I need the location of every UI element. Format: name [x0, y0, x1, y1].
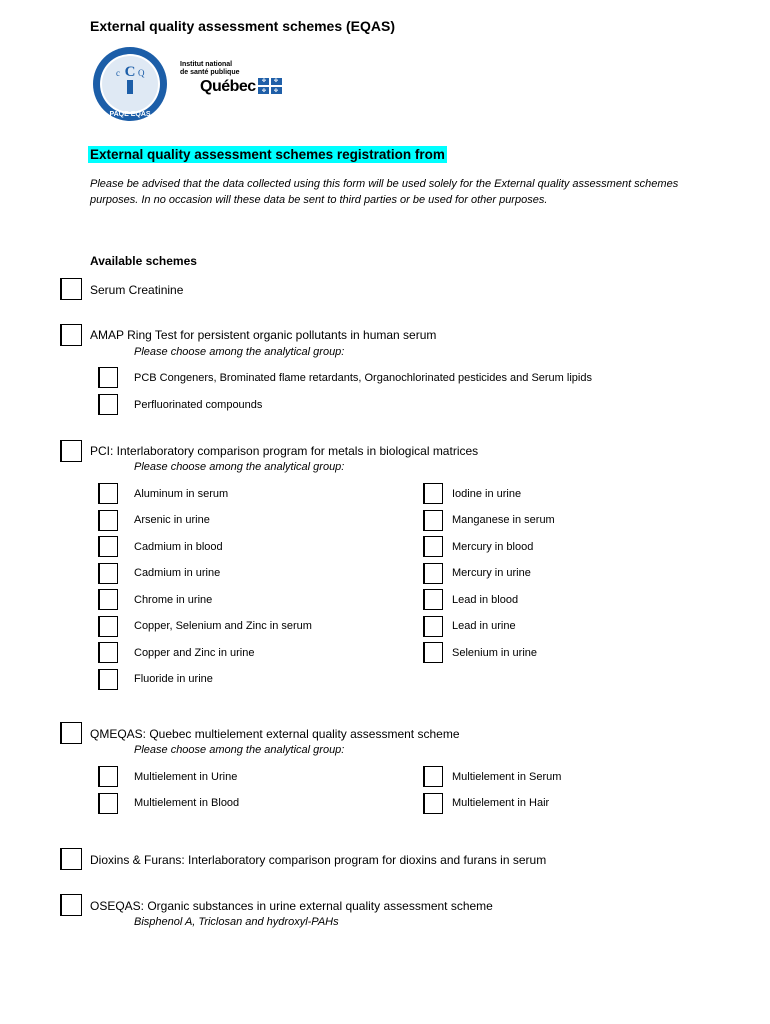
amap-option-label: PCB Congeners, Brominated flame retardants, Organochlorinated pesticides and Serum lipids	[134, 372, 592, 384]
qmeqas-option-checkbox[interactable]	[98, 793, 118, 814]
pci-option-label: Selenium in urine	[452, 647, 537, 659]
pci-option-checkbox[interactable]	[98, 563, 118, 584]
ctq-logo	[92, 46, 168, 122]
qmeqas-title: QMEQAS: Quebec multielement external quality assessment scheme	[90, 727, 460, 741]
pci-option-checkbox[interactable]	[98, 616, 118, 637]
pci-option-label: Lead in urine	[452, 620, 516, 632]
qmeqas-option-checkbox[interactable]	[98, 766, 118, 787]
qmeqas-option-label: Multielement in Urine	[134, 771, 238, 783]
serum-creatinine-label: Serum Creatinine	[90, 283, 184, 297]
pci-option-label: Copper, Selenium and Zinc in serum	[134, 620, 312, 632]
qmeqas-checkbox[interactable]	[60, 722, 82, 744]
pci-option-checkbox[interactable]	[423, 642, 443, 663]
pci-option-checkbox[interactable]	[98, 669, 118, 690]
dioxins-title: Dioxins & Furans: Interlaboratory comparison program for dioxins and furans in serum	[90, 853, 547, 867]
qmeqas-option-checkbox[interactable]	[423, 766, 443, 787]
amap-option-label: Perfluorinated compounds	[134, 399, 263, 411]
svg-text:C: C	[124, 64, 136, 80]
dioxins-checkbox[interactable]	[60, 848, 82, 870]
pci-option-label: Iodine in urine	[452, 488, 522, 500]
svg-text:Q: Q	[138, 68, 145, 78]
oseqas-checkbox[interactable]	[60, 894, 82, 916]
pci-option-label: Lead in blood	[452, 594, 519, 606]
pci-option-label: Aluminum in serum	[134, 488, 229, 500]
pci-instruction: Please choose among the analytical group:	[134, 461, 345, 473]
svg-text:PAQE EQAS: PAQE EQAS	[109, 111, 151, 118]
inspq-logo	[180, 61, 284, 97]
oseqas-subtitle: Bisphenol A, Triclosan and hydroxyl-PAHs	[134, 916, 339, 928]
oseqas-title: OSEQAS: Organic substances in urine external quality assessment scheme	[90, 899, 493, 913]
pci-option-checkbox[interactable]	[423, 589, 443, 610]
pci-option-checkbox[interactable]	[98, 483, 118, 504]
pci-option-label: Cadmium in urine	[134, 567, 221, 579]
intro-text: Please be advised that the data collected using this form will be used solely for the External quality assessment schemes purposes. In no occasion will these data be sent to third parties or be used for other purposes.	[90, 178, 679, 206]
amap-checkbox[interactable]	[60, 324, 82, 346]
inspq-line-2: de santé publique	[180, 69, 240, 76]
qmeqas-option-label: Multielement in Hair	[452, 797, 550, 809]
qmeqas-option-label: Multielement in Blood	[134, 797, 240, 809]
pci-option-label: Mercury in blood	[452, 541, 534, 553]
pci-option-checkbox[interactable]	[423, 536, 443, 557]
form-title: External quality assessment schemes registration from	[90, 147, 445, 162]
pci-option-checkbox[interactable]	[423, 483, 443, 504]
qmeqas-instruction: Please choose among the analytical group:	[134, 744, 345, 756]
qmeqas-option-checkbox[interactable]	[423, 793, 443, 814]
svg-text:c: c	[116, 68, 120, 78]
pci-option-label: Chrome in urine	[134, 594, 213, 606]
pci-option-label: Cadmium in blood	[134, 541, 223, 553]
qmeqas-option-label: Multielement in Serum	[452, 771, 562, 783]
inspq-quebec-wordmark: Québec	[200, 78, 256, 95]
amap-option-checkbox[interactable]	[98, 394, 118, 415]
pci-option-label: Manganese in serum	[452, 514, 555, 526]
amap-option-checkbox[interactable]	[98, 367, 118, 388]
pci-checkbox[interactable]	[60, 440, 82, 462]
pci-option-label: Mercury in urine	[452, 567, 531, 579]
available-schemes-heading: Available schemes	[90, 254, 197, 268]
amap-title: AMAP Ring Test for persistent organic pollutants in human serum	[90, 328, 437, 342]
pci-option-checkbox[interactable]	[423, 616, 443, 637]
pci-option-label: Arsenic in urine	[134, 514, 210, 526]
pci-option-checkbox[interactable]	[98, 589, 118, 610]
amap-instruction: Please choose among the analytical group:	[134, 346, 345, 358]
pci-option-checkbox[interactable]	[98, 536, 118, 557]
pci-option-checkbox[interactable]	[423, 510, 443, 531]
pci-option-checkbox[interactable]	[98, 510, 118, 531]
fleur-de-lis-flag-icon: ✤ ✤ ✤ ✤	[258, 78, 282, 94]
serum-creatinine-checkbox[interactable]	[60, 278, 82, 300]
pci-option-label: Fluoride in urine	[134, 673, 213, 685]
pci-option-label: Copper and Zinc in urine	[134, 647, 255, 659]
pci-title: PCI: Interlaboratory comparison program for metals in biological matrices	[90, 444, 479, 458]
pci-option-checkbox[interactable]	[423, 563, 443, 584]
pci-option-checkbox[interactable]	[98, 642, 118, 663]
page-title: External quality assessment schemes (EQAS)	[90, 18, 396, 34]
inspq-line-1: Institut national	[180, 61, 233, 68]
